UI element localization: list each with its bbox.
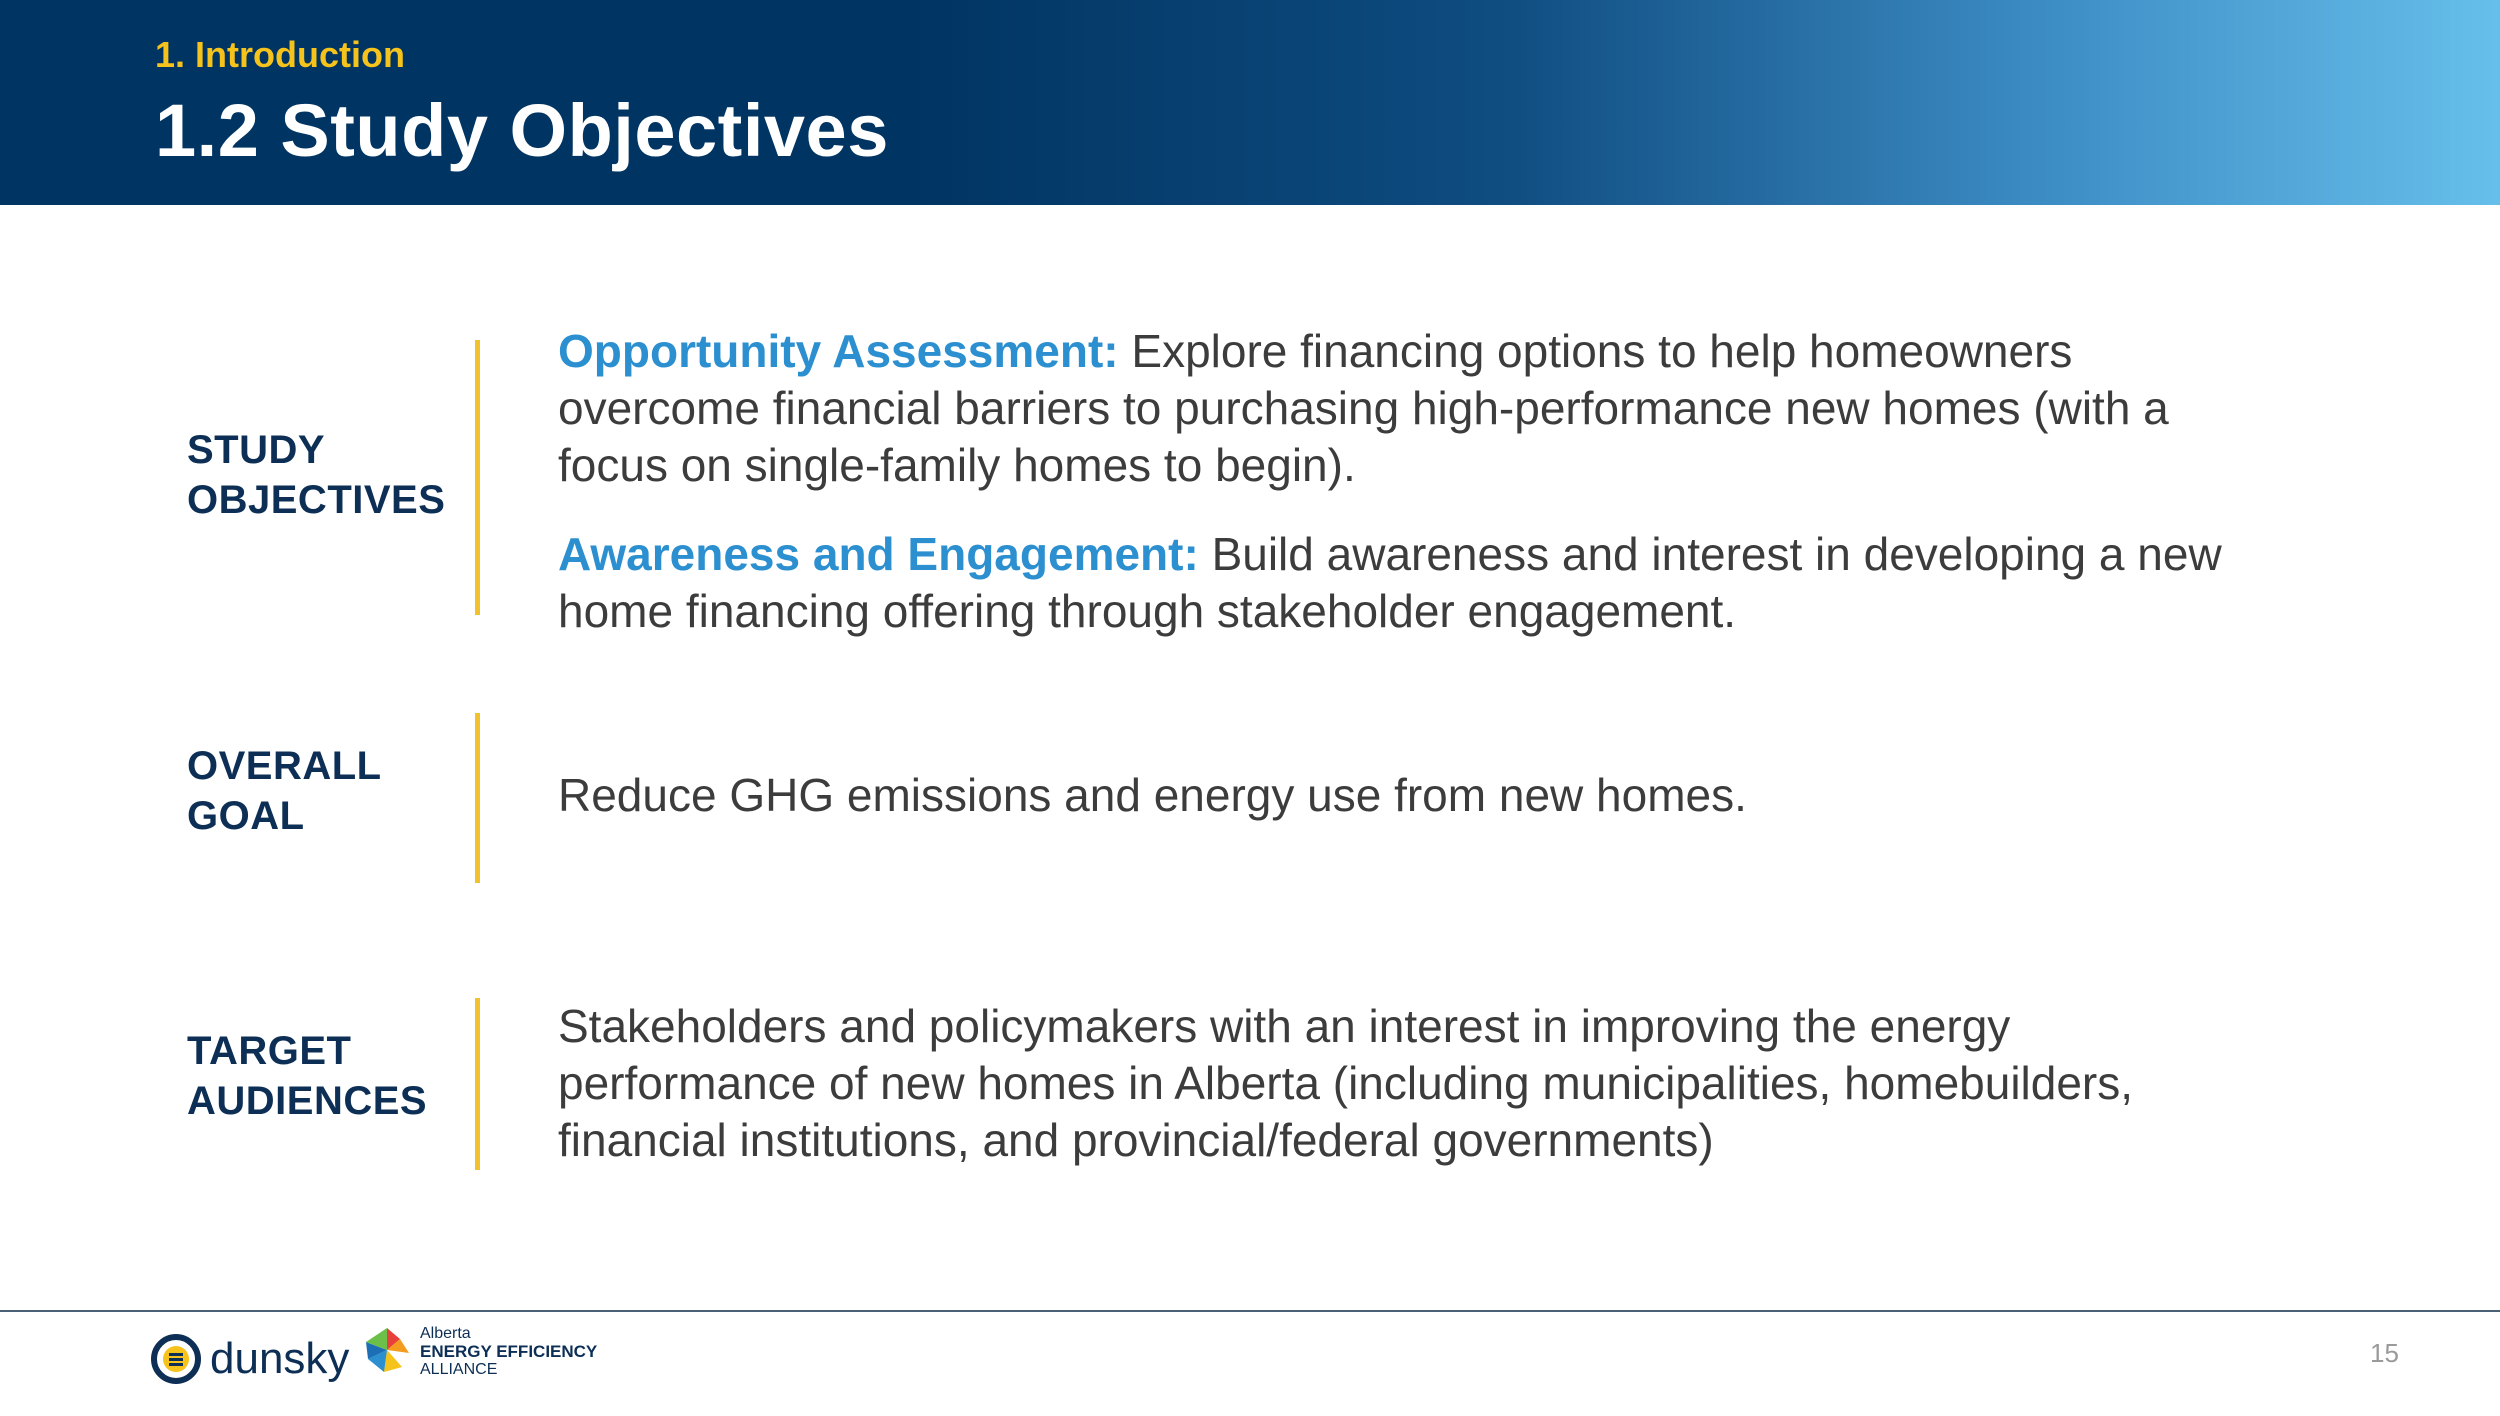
header-banner <box>0 0 2500 205</box>
footer-divider <box>0 1310 2500 1312</box>
objective-keyword: Opportunity Assessment: <box>558 325 1119 377</box>
target-audiences-text: Stakeholders and policymakers with an interest in improving the energy performance of new homes in Alberta (including municipalities, homebuilders, financial institutions, and provincial/federal governments) <box>558 1000 2134 1166</box>
aeea-logo-icon <box>362 1325 412 1375</box>
dunsky-logo <box>150 1332 349 1386</box>
divider-bar <box>475 998 480 1170</box>
divider-bar <box>475 340 480 615</box>
overall-goal-text: Reduce GHG emissions and energy use from new homes. <box>558 769 1747 821</box>
aeea-logo <box>362 1325 597 1379</box>
objective-paragraph: Awareness and Engagement: Build awareness and interest in developing a new home financing offering through stakeholder engagement. <box>558 528 2222 637</box>
objective-paragraph: Opportunity Assessment: Explore financing options to help homeowners overcome financial barriers to purchasing high-performance new homes (with a focus on single-family homes to begin). <box>558 325 2169 491</box>
objective-keyword: Awareness and Engagement: <box>558 528 1199 580</box>
page-number: 15 <box>2370 1338 2399 1368</box>
aeea-logo-text: Alberta ENERGY EFFICIENCY ALLIANCE <box>420 1325 598 1378</box>
dunsky-logo-text: dunsky <box>210 1334 350 1383</box>
row-label-target-audiences: TARGET AUDIENCES <box>187 1029 428 1123</box>
section-label: 1. Introduction <box>155 34 405 75</box>
divider-bar <box>475 713 480 883</box>
row-label-overall-goal: OVERALL GOAL <box>187 744 382 838</box>
row-label-study-objectives: STUDY OBJECTIVES <box>187 428 446 522</box>
study-objectives-text <box>558 323 2258 640</box>
dunsky-logo-icon <box>150 1333 202 1385</box>
page-title: 1.2 Study Objectives <box>155 89 889 172</box>
